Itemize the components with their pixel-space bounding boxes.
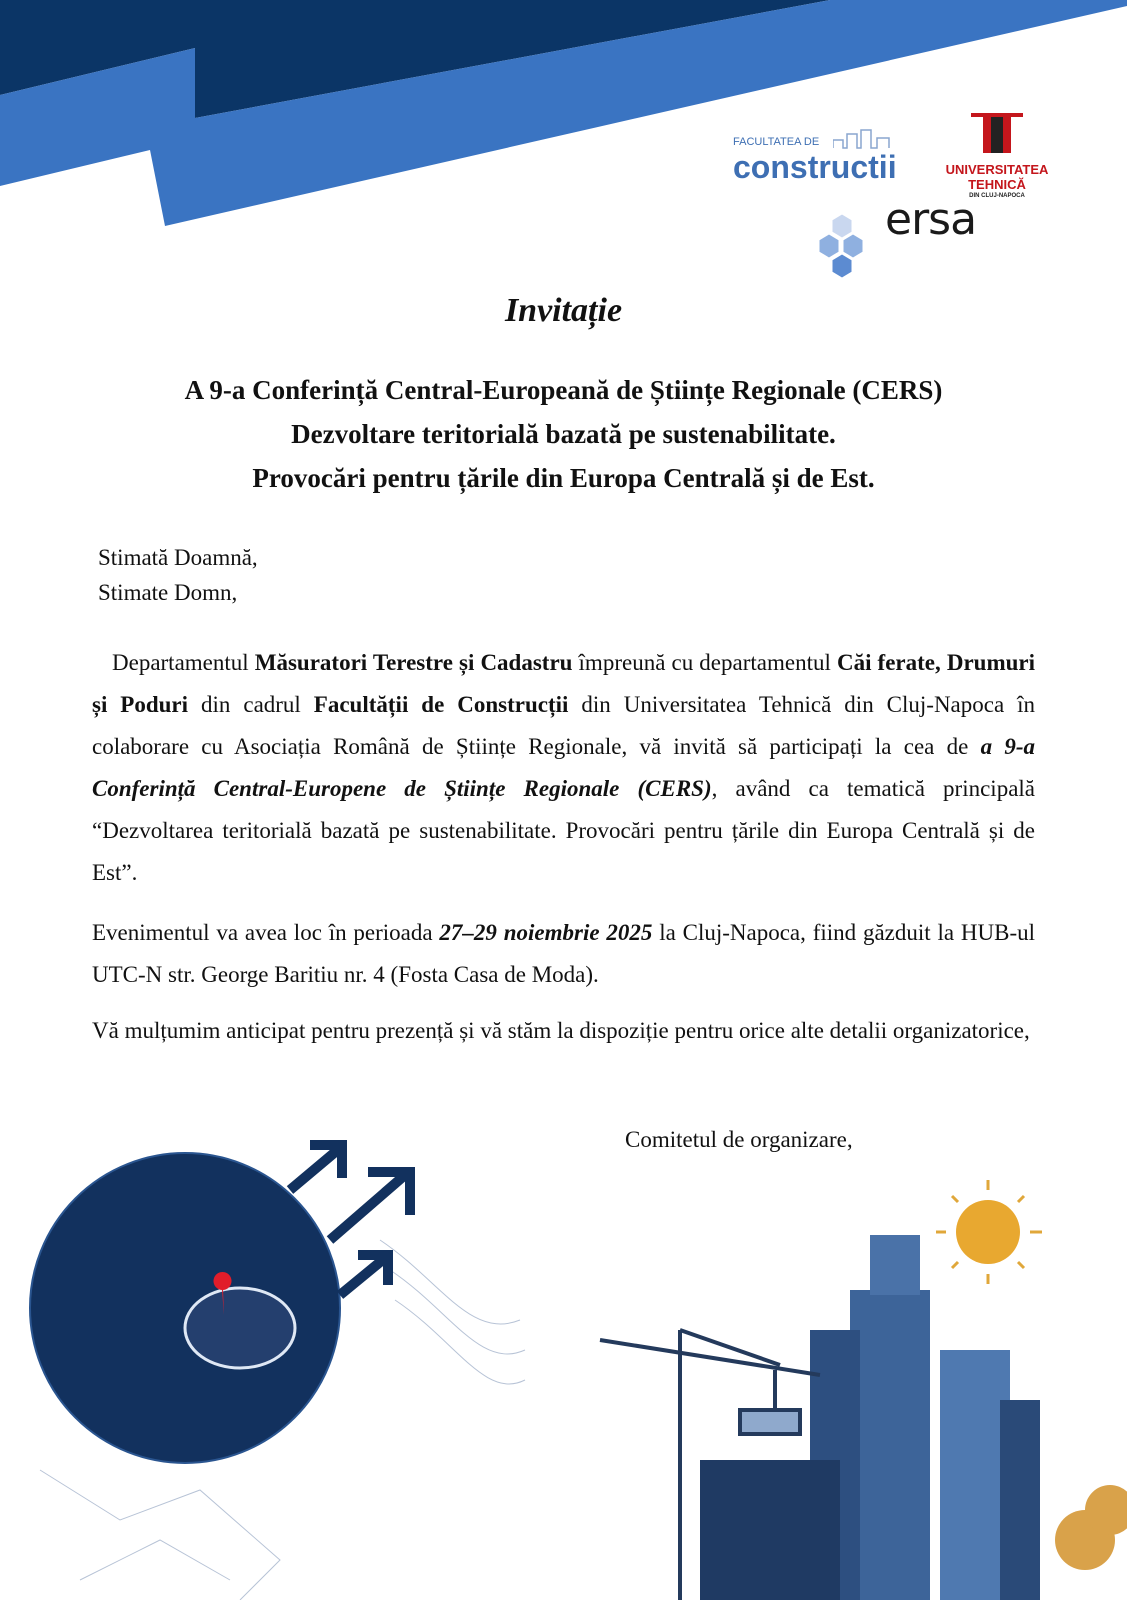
text: Departamentul (112, 650, 255, 675)
text: Evenimentul va avea loc în perioada (92, 920, 440, 945)
paragraph-event (92, 912, 1035, 996)
conference-titles (0, 368, 1127, 500)
invitation-heading: Invitație (504, 292, 623, 329)
hexagons-icon (817, 212, 867, 282)
utc-logo-line3: DIN CLUJ-NAPOCA (969, 193, 1025, 199)
faculty-name: Facultății de Construcții (313, 692, 569, 717)
conference-name: a 9-a Conferință Central-Europene de Științe Regionale (CERS) (92, 734, 1035, 801)
event-dates: 27–29 noiembrie 2025 (439, 920, 653, 945)
faculty-logo-big: constructii (733, 149, 897, 185)
text: , având ca tematică principală “Dezvoltarea teritorială bazată pe sustenabilitate. Provocări pentru țările din Europa Centrală și de Est”. (92, 776, 1035, 885)
utc-logo-line1: UNIVERSITATEA (945, 162, 1049, 177)
text: din Universitatea Tehnică din Cluj-Napoca în colaborare cu Asociația Română de Științe Regionale, vă invită să participați la cea de (92, 692, 1036, 759)
sun-icon (936, 1180, 1042, 1284)
greeting-line: Stimată Doamnă, (98, 545, 258, 570)
faculty-logo (733, 136, 897, 185)
conference-subtitle: Dezvoltare teritorială bazată pe sustenabilitate. (291, 419, 836, 449)
paragraph-thanks: Vă mulțumim anticipat pentru prezență și vă stăm la dispoziție pentru orice alte detalii organizatorice, (92, 1018, 1030, 1043)
department-name: Măsuratori Terestre și Cadastru (254, 650, 573, 675)
signature: Comitetul de organizare, (625, 1127, 853, 1152)
text: la Cluj-Napoca, fiind găzduit la HUB-ul UTC-N str. George Baritiu nr. 4 (Fosta Casa de Moda). (92, 920, 1035, 987)
text: împreună cu departamentul (572, 650, 837, 675)
decorative-illustration (0, 1140, 1127, 1600)
tree-icon (1055, 1485, 1127, 1570)
conference-subtitle-2: Provocări pentru țările din Europa Centrală și de Est. (252, 463, 875, 493)
faculty-logo-small: FACULTATEA DE (733, 136, 820, 148)
department-name: Căi ferate, Drumuri și Poduri (92, 650, 1035, 717)
paragraph-intro (92, 642, 1035, 894)
ersa-logo-text: ersa (885, 194, 977, 245)
utc-logo-line2: TEHNICĂ (968, 177, 1026, 192)
globe-icon (30, 1153, 340, 1463)
conference-title: A 9-a Conferință Central-Europeană de Științe Regionale (CERS) (184, 375, 943, 405)
text: din cadrul (188, 692, 314, 717)
greeting (98, 540, 258, 610)
greeting-line: Stimate Domn, (98, 580, 238, 605)
skyline-icon (833, 128, 903, 150)
utc-emblem-icon (969, 113, 1025, 155)
utc-logo (930, 113, 1064, 200)
